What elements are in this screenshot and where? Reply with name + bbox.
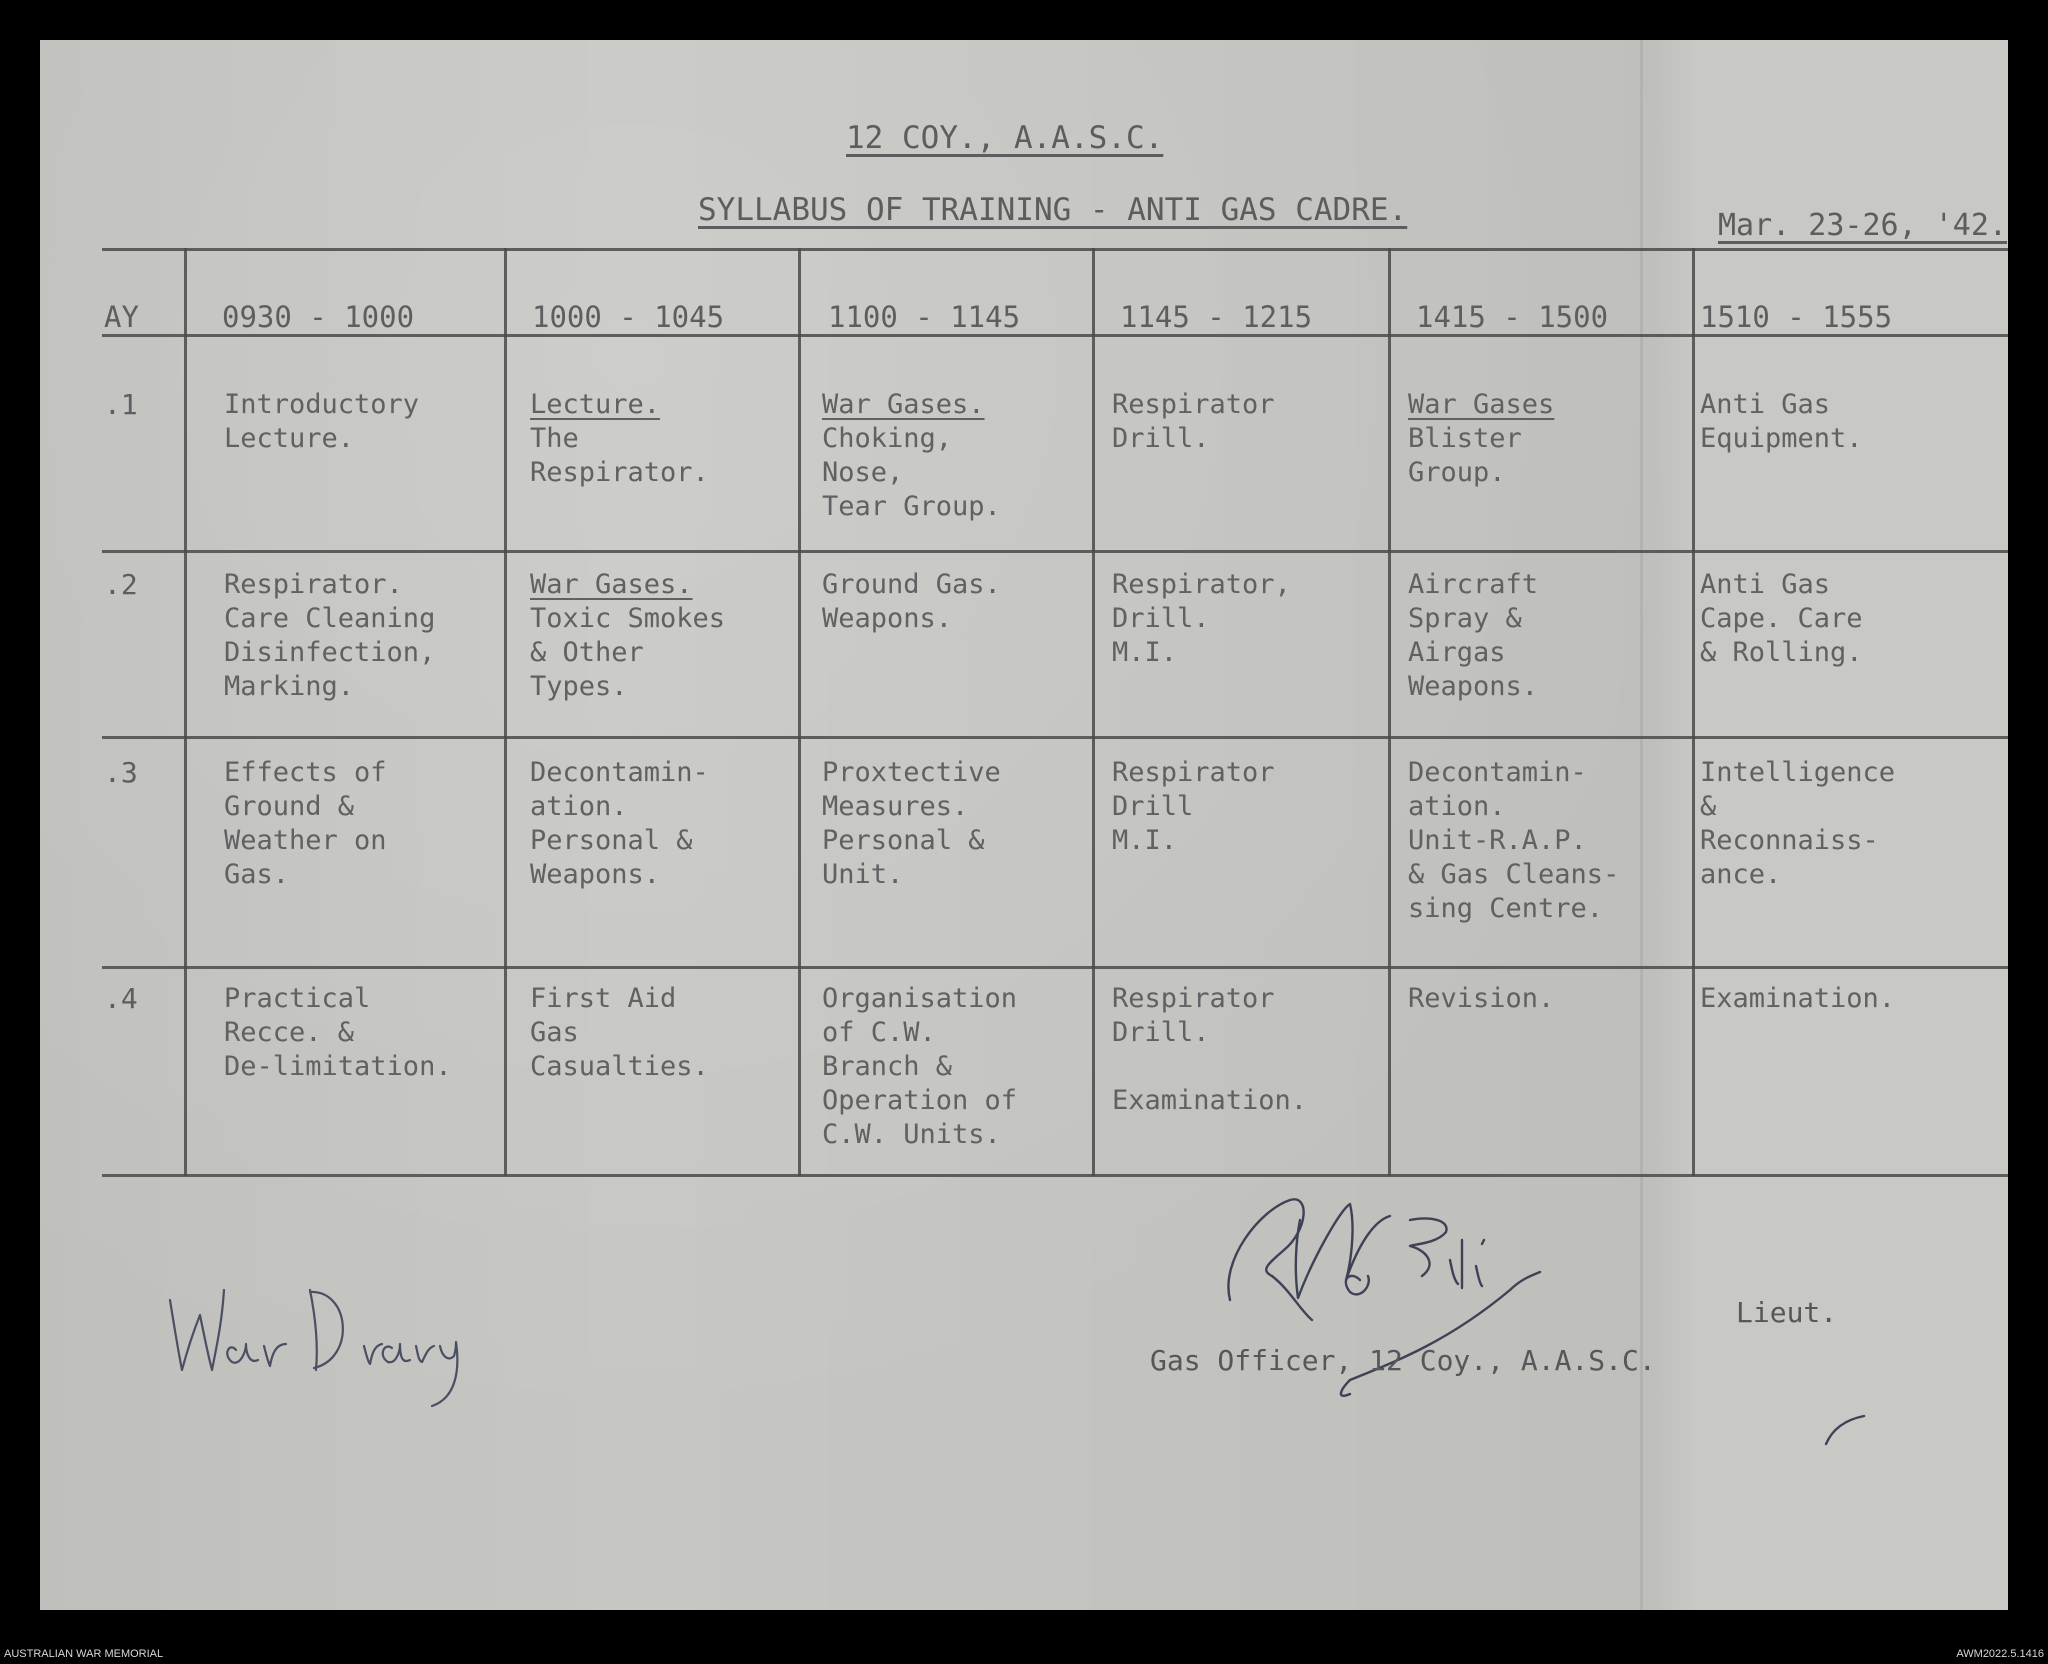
schedule-cell: Respirator Drill. (1112, 389, 1275, 454)
table-rule (102, 334, 2008, 337)
war-diary-handwriting (160, 1230, 480, 1410)
schedule-cell: War Gases. Toxic Smokes & Other Types. (530, 569, 726, 702)
footer-accession: AWM2022.5.1416 (1956, 1648, 2044, 1660)
document-paper (40, 40, 2008, 1610)
schedule-cell: Respirator. Care Cleaning Disinfection, Marking. (224, 569, 436, 702)
schedule-cell: War Gases. Choking, Nose, Tear Group. (822, 389, 1001, 522)
schedule-cell: Organisation of C.W. Branch & Operation of C.W. Units. (822, 983, 1018, 1150)
training-schedule-table (102, 248, 2008, 1178)
table-rule (102, 550, 2008, 553)
table-rule (102, 736, 2008, 739)
schedule-cell: Respirator Drill. Examination. (1112, 983, 1308, 1116)
schedule-cell: Practical Recce. & De-limitation. (224, 983, 452, 1082)
table-rule (102, 1174, 2008, 1177)
schedule-cell: Revision. (1408, 983, 1555, 1014)
schedule-cell: Anti Gas Equipment. (1700, 389, 1863, 454)
footer-source: AUSTRALIAN WAR MEMORIAL (4, 1648, 164, 1660)
schedule-cell: Respirator, Drill. M.I. (1112, 569, 1291, 668)
schedule-cell: War Gases Blister Group. (1408, 389, 1555, 488)
table-rule (1092, 248, 1095, 1176)
day-label: .2 (104, 568, 138, 601)
day-label: .4 (104, 982, 138, 1015)
time-header: 1415 - 1500 (1416, 300, 1609, 334)
time-header: 1510 - 1555 (1700, 300, 1893, 334)
table-rule (102, 966, 2008, 969)
signatory-rank: Lieut. (1736, 1296, 1838, 1329)
time-header: 1100 - 1145 (828, 300, 1021, 334)
table-rule (504, 248, 507, 1176)
schedule-cell: Decontamin- ation. Personal & Weapons. (530, 757, 709, 890)
schedule-cell: Proxtective Measures. Personal & Unit. (822, 757, 1001, 890)
time-header: 1000 - 1045 (532, 300, 725, 334)
table-rule (1692, 248, 1695, 1176)
schedule-cell: Decontamin- ation. Unit-R.A.P. & Gas Cleans- sing Centre. (1408, 757, 1620, 924)
schedule-cell: Respirator Drill M.I. (1112, 757, 1275, 856)
table-rule (798, 248, 801, 1176)
table-rule (1388, 248, 1391, 1176)
time-header: 0930 - 1000 (222, 300, 415, 334)
signatory-title: Gas Officer, 12 Coy., A.A.S.C. (1150, 1344, 1656, 1377)
table-rule (102, 248, 2008, 251)
schedule-cell: Lecture. The Respirator. (530, 389, 709, 488)
schedule-cell: First Aid Gas Casualties. (530, 983, 709, 1082)
schedule-cell: Effects of Ground & Weather on Gas. (224, 757, 387, 890)
schedule-cell: Ground Gas. Weapons. (822, 569, 1001, 634)
officer-signature (1200, 1180, 1620, 1430)
schedule-cell: Examination. (1700, 983, 1896, 1014)
schedule-cell: Intelligence & Reconnaiss- ance. (1700, 757, 1896, 890)
day-label: .1 (104, 388, 138, 421)
day-label: .3 (104, 756, 138, 789)
day-header: AY (104, 300, 139, 334)
schedule-cell: Anti Gas Cape. Care & Rolling. (1700, 569, 1863, 668)
syllabus-title: SYLLABUS OF TRAINING - ANTI GAS CADRE. (698, 192, 1408, 228)
syllabus-date: Mar. 23-26, '42. (1718, 208, 2007, 243)
schedule-cell: Introductory Lecture. (224, 389, 420, 454)
schedule-cell: Aircraft Spray & Airgas Weapons. (1408, 569, 1539, 702)
table-rule (184, 248, 187, 1176)
time-header: 1145 - 1215 (1120, 300, 1313, 334)
unit-title: 12 COY., A.A.S.C. (846, 120, 1164, 156)
pen-mark (1820, 1410, 1880, 1450)
